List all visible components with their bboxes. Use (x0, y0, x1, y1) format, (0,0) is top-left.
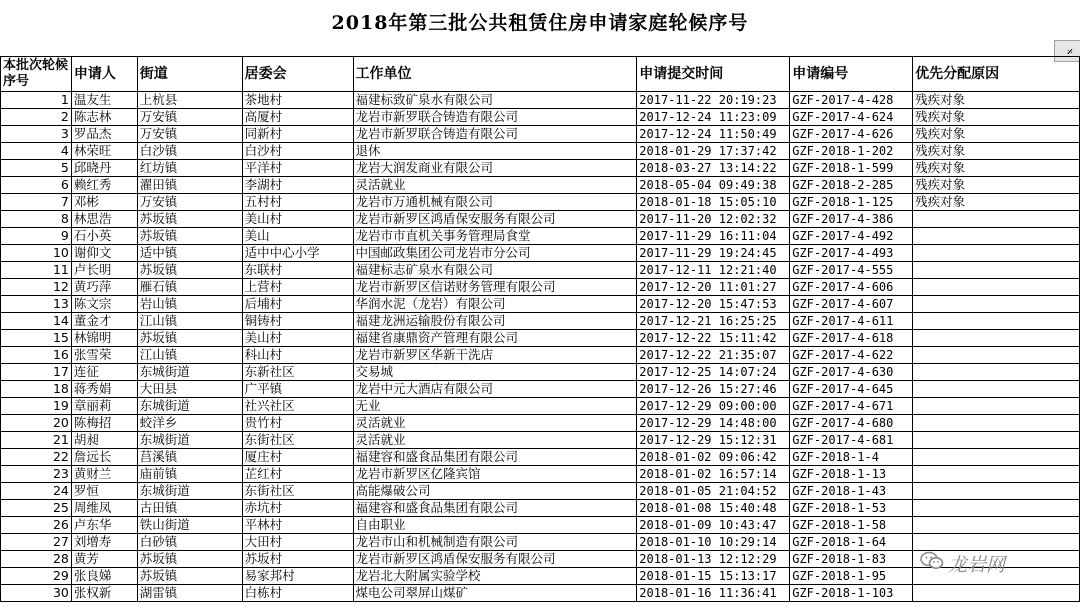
table-row (1, 160, 1080, 177)
cell-committee: 芷红村 (242, 466, 353, 483)
cell-submit-time: 2017-12-20 11:01:27 (637, 279, 790, 296)
cell-applicant: 陈志林 (71, 109, 137, 126)
cell-application-id: GZF-2017-4-630 (790, 364, 913, 381)
cell-queue-number: 24 (1, 483, 72, 500)
page-title: 2018年第三批公共租赁住房申请家庭轮候序号 (331, 12, 749, 34)
cell-submit-time: 2017-12-21 16:25:25 (637, 313, 790, 330)
cell-applicant: 邱晓丹 (71, 160, 137, 177)
cell-application-id: GZF-2017-4-555 (790, 262, 913, 279)
cell-queue-number: 15 (1, 330, 72, 347)
watermark-text: 龙岩网 (948, 553, 1006, 576)
cell-submit-time: 2018-01-02 16:57:14 (637, 466, 790, 483)
cell-committee: 五村村 (242, 194, 353, 211)
cell-priority-reason: 残疾对象 (913, 177, 1080, 194)
cell-employer: 福建省康鼎资产管理有限公司 (353, 330, 637, 347)
cell-employer: 灵活就业 (353, 177, 637, 194)
cell-application-id: GZF-2018-1-83 (790, 551, 913, 568)
cell-priority-reason (913, 381, 1080, 398)
cell-employer: 中国邮政集团公司龙岩市分公司 (353, 245, 637, 262)
cell-application-id: GZF-2017-4-680 (790, 415, 913, 432)
cell-committee: 高厦村 (242, 109, 353, 126)
table-row (1, 381, 1080, 398)
table-row (1, 449, 1080, 466)
side-scroll-button[interactable]: 𝄎 (1054, 40, 1080, 62)
cell-submit-time: 2017-11-20 12:02:32 (637, 211, 790, 228)
table-row (1, 177, 1080, 194)
cell-application-id: GZF-2018-1-53 (790, 500, 913, 517)
table-row (1, 126, 1080, 143)
cell-priority-reason (913, 262, 1080, 279)
cell-queue-number: 6 (1, 177, 72, 194)
cell-applicant: 罗品杰 (71, 126, 137, 143)
cell-employer: 灵活就业 (353, 432, 637, 449)
cell-application-id: GZF-2017-4-645 (790, 381, 913, 398)
cell-queue-number: 12 (1, 279, 72, 296)
table-row (1, 466, 1080, 483)
cell-application-id: GZF-2018-2-285 (790, 177, 913, 194)
cell-employer: 高能爆破公司 (353, 483, 637, 500)
cell-queue-number: 21 (1, 432, 72, 449)
cell-application-id: GZF-2017-4-626 (790, 126, 913, 143)
cell-applicant: 卢东华 (71, 517, 137, 534)
cell-committee: 赤坑村 (242, 500, 353, 517)
cell-submit-time: 2017-12-29 09:00:00 (637, 398, 790, 415)
cell-submit-time: 2017-12-20 15:47:53 (637, 296, 790, 313)
cell-application-id: GZF-2018-1-58 (790, 517, 913, 534)
cell-committee: 茶地村 (242, 92, 353, 109)
cell-applicant: 赖红秀 (71, 177, 137, 194)
table-row (1, 432, 1080, 449)
cell-queue-number: 26 (1, 517, 72, 534)
cell-queue-number: 29 (1, 568, 72, 585)
cell-queue-number: 8 (1, 211, 72, 228)
table-row (1, 92, 1080, 109)
table-row (1, 568, 1080, 585)
cell-applicant: 林锦明 (71, 330, 137, 347)
cell-application-id: GZF-2017-4-428 (790, 92, 913, 109)
cell-street: 苏坂镇 (137, 211, 242, 228)
cell-application-id: GZF-2018-1-43 (790, 483, 913, 500)
cell-street: 濯田镇 (137, 177, 242, 194)
cell-applicant: 陈文宗 (71, 296, 137, 313)
cell-employer: 龙岩北大附属实验学校 (353, 568, 637, 585)
cell-queue-number: 13 (1, 296, 72, 313)
cell-street: 万安镇 (137, 194, 242, 211)
cell-committee: 苏坂村 (242, 551, 353, 568)
cell-submit-time: 2018-01-15 15:13:17 (637, 568, 790, 585)
cell-employer: 龙岩市市直机关事务管理局食堂 (353, 228, 637, 245)
cell-employer: 福建标致矿泉水有限公司 (353, 92, 637, 109)
cell-application-id: GZF-2017-4-618 (790, 330, 913, 347)
cell-committee: 广平镇 (242, 381, 353, 398)
cell-employer: 灵活就业 (353, 415, 637, 432)
cell-employer: 福建标志矿泉水有限公司 (353, 262, 637, 279)
cell-street: 万安镇 (137, 126, 242, 143)
cell-application-id: GZF-2018-1-95 (790, 568, 913, 585)
cell-queue-number: 14 (1, 313, 72, 330)
cell-application-id: GZF-2018-1-64 (790, 534, 913, 551)
cell-street: 白砂镇 (137, 534, 242, 551)
cell-committee: 厦庄村 (242, 449, 353, 466)
table-row (1, 330, 1080, 347)
cell-committee: 东联村 (242, 262, 353, 279)
cell-committee: 平洋村 (242, 160, 353, 177)
cell-street: 岩山镇 (137, 296, 242, 313)
table-row (1, 483, 1080, 500)
cell-queue-number: 30 (1, 585, 72, 602)
cell-committee: 白栋村 (242, 585, 353, 602)
cell-submit-time: 2017-12-29 15:12:31 (637, 432, 790, 449)
cell-employer: 自由职业 (353, 517, 637, 534)
cell-street: 雁石镇 (137, 279, 242, 296)
table-row (1, 279, 1080, 296)
cell-submit-time: 2017-12-24 11:23:09 (637, 109, 790, 126)
cell-queue-number: 28 (1, 551, 72, 568)
cell-committee: 东新社区 (242, 364, 353, 381)
cell-application-id: GZF-2018-1-125 (790, 194, 913, 211)
cell-street: 古田镇 (137, 500, 242, 517)
cell-priority-reason (913, 585, 1080, 602)
cell-application-id: GZF-2017-4-624 (790, 109, 913, 126)
table-body (1, 92, 1080, 602)
cell-employer: 煤电公司翠屏山煤矿 (353, 585, 637, 602)
cell-submit-time: 2018-01-16 11:36:41 (637, 585, 790, 602)
cell-application-id: GZF-2018-1-103 (790, 585, 913, 602)
table-row (1, 109, 1080, 126)
cell-submit-time: 2018-01-05 21:04:52 (637, 483, 790, 500)
cell-street: 苏坂镇 (137, 568, 242, 585)
cell-submit-time: 2017-11-22 20:19:23 (637, 92, 790, 109)
wechat-icon (920, 551, 944, 576)
header-committee: 居委会 (242, 57, 353, 92)
cell-priority-reason (913, 211, 1080, 228)
cell-submit-time: 2018-01-10 10:29:14 (637, 534, 790, 551)
cell-application-id: GZF-2018-1-599 (790, 160, 913, 177)
cell-submit-time: 2018-01-09 10:43:47 (637, 517, 790, 534)
cell-street: 蛟洋乡 (137, 415, 242, 432)
cell-applicant: 陈梅招 (71, 415, 137, 432)
cell-queue-number: 16 (1, 347, 72, 364)
cell-street: 东城街道 (137, 432, 242, 449)
table-row (1, 211, 1080, 228)
header-priority-reason: 优先分配原因 (913, 57, 1080, 92)
header-street: 街道 (137, 57, 242, 92)
cell-queue-number: 20 (1, 415, 72, 432)
cell-queue-number: 18 (1, 381, 72, 398)
cell-submit-time: 2018-05-04 09:49:38 (637, 177, 790, 194)
table-row (1, 415, 1080, 432)
cell-committee: 白沙村 (242, 143, 353, 160)
cell-priority-reason (913, 517, 1080, 534)
cell-committee: 上营村 (242, 279, 353, 296)
cell-priority-reason: 残疾对象 (913, 92, 1080, 109)
cell-queue-number: 4 (1, 143, 72, 160)
cell-street: 苏坂镇 (137, 330, 242, 347)
cell-queue-number: 3 (1, 126, 72, 143)
cell-application-id: GZF-2017-4-492 (790, 228, 913, 245)
table-row (1, 228, 1080, 245)
header-queue-number: 本批次轮候序号 (1, 57, 72, 92)
cell-committee: 易家邦村 (242, 568, 353, 585)
cell-employer: 无业 (353, 398, 637, 415)
cell-applicant: 温友生 (71, 92, 137, 109)
cell-priority-reason (913, 483, 1080, 500)
cell-employer: 龙岩市新罗区信诺财务管理有限公司 (353, 279, 637, 296)
cell-submit-time: 2017-11-29 19:24:45 (637, 245, 790, 262)
table-row (1, 296, 1080, 313)
cell-applicant: 黄芳 (71, 551, 137, 568)
header-submit-time: 申请提交时间 (637, 57, 790, 92)
cell-applicant: 张权新 (71, 585, 137, 602)
cell-priority-reason (913, 500, 1080, 517)
cell-priority-reason: 残疾对象 (913, 160, 1080, 177)
applicant-table (0, 56, 1080, 602)
cell-street: 万安镇 (137, 109, 242, 126)
cell-application-id: GZF-2018-1-202 (790, 143, 913, 160)
cell-street: 红坊镇 (137, 160, 242, 177)
cell-applicant: 黄财兰 (71, 466, 137, 483)
cell-priority-reason (913, 228, 1080, 245)
table-row (1, 398, 1080, 415)
cell-queue-number: 27 (1, 534, 72, 551)
cell-application-id: GZF-2018-1-13 (790, 466, 913, 483)
cell-application-id: GZF-2017-4-606 (790, 279, 913, 296)
cell-submit-time: 2018-01-08 15:40:48 (637, 500, 790, 517)
table-row (1, 551, 1080, 568)
table-row (1, 534, 1080, 551)
cell-priority-reason: 残疾对象 (913, 109, 1080, 126)
cell-employer: 华润水泥（龙岩）有限公司 (353, 296, 637, 313)
cell-queue-number: 1 (1, 92, 72, 109)
cell-applicant: 张雪荣 (71, 347, 137, 364)
cell-street: 莒溪镇 (137, 449, 242, 466)
cell-application-id: GZF-2017-4-611 (790, 313, 913, 330)
header-application-id: 申请编号 (790, 57, 913, 92)
cell-priority-reason (913, 330, 1080, 347)
cell-priority-reason (913, 449, 1080, 466)
cell-street: 湖雷镇 (137, 585, 242, 602)
cell-priority-reason: 残疾对象 (913, 143, 1080, 160)
cell-submit-time: 2018-01-13 12:12:29 (637, 551, 790, 568)
cell-queue-number: 19 (1, 398, 72, 415)
cell-queue-number: 23 (1, 466, 72, 483)
table-row (1, 347, 1080, 364)
cell-submit-time: 2017-12-25 14:07:24 (637, 364, 790, 381)
cell-employer: 龙岩市万通机械有限公司 (353, 194, 637, 211)
cell-submit-time: 2017-12-22 15:11:42 (637, 330, 790, 347)
cell-submit-time: 2017-12-24 11:50:49 (637, 126, 790, 143)
cell-priority-reason: 残疾对象 (913, 194, 1080, 211)
cell-committee: 平林村 (242, 517, 353, 534)
cell-priority-reason (913, 347, 1080, 364)
cell-priority-reason (913, 415, 1080, 432)
table-row (1, 500, 1080, 517)
cell-priority-reason: 残疾对象 (913, 126, 1080, 143)
cell-priority-reason (913, 313, 1080, 330)
cell-priority-reason (913, 466, 1080, 483)
cell-committee: 同新村 (242, 126, 353, 143)
cell-applicant: 石小英 (71, 228, 137, 245)
cell-priority-reason (913, 245, 1080, 262)
cell-employer: 龙岩市新罗区亿隆宾馆 (353, 466, 637, 483)
cell-committee: 贵竹村 (242, 415, 353, 432)
cell-street: 东城街道 (137, 364, 242, 381)
cell-street: 苏坂镇 (137, 262, 242, 279)
cell-street: 苏坂镇 (137, 228, 242, 245)
cell-applicant: 刘增寿 (71, 534, 137, 551)
cell-committee: 科山村 (242, 347, 353, 364)
cell-applicant: 卢长明 (71, 262, 137, 279)
header-applicant: 申请人 (71, 57, 137, 92)
table-row (1, 262, 1080, 279)
cell-committee: 适中中心小学 (242, 245, 353, 262)
table-row (1, 245, 1080, 262)
cell-application-id: GZF-2017-4-671 (790, 398, 913, 415)
cell-applicant: 林荣旺 (71, 143, 137, 160)
cell-submit-time: 2018-03-27 13:14:22 (637, 160, 790, 177)
cell-employer: 龙岩市山和机械制造有限公司 (353, 534, 637, 551)
cell-application-id: GZF-2017-4-607 (790, 296, 913, 313)
cell-committee: 大田村 (242, 534, 353, 551)
cell-committee: 美山 (242, 228, 353, 245)
cell-submit-time: 2017-12-22 21:35:07 (637, 347, 790, 364)
cell-priority-reason (913, 432, 1080, 449)
cell-applicant: 黄巧萍 (71, 279, 137, 296)
cell-queue-number: 25 (1, 500, 72, 517)
cell-applicant: 胡昶 (71, 432, 137, 449)
cell-street: 白沙镇 (137, 143, 242, 160)
cell-queue-number: 2 (1, 109, 72, 126)
cell-submit-time: 2017-12-26 15:27:46 (637, 381, 790, 398)
cell-committee: 美山村 (242, 330, 353, 347)
cell-employer: 龙岩市新罗联合铸造有限公司 (353, 109, 637, 126)
cell-employer: 退休 (353, 143, 637, 160)
cell-application-id: GZF-2018-1-4 (790, 449, 913, 466)
cell-submit-time: 2018-01-02 09:06:42 (637, 449, 790, 466)
cell-applicant: 章丽莉 (71, 398, 137, 415)
cell-applicant: 林思浩 (71, 211, 137, 228)
table-row (1, 517, 1080, 534)
cell-street: 东城街道 (137, 483, 242, 500)
cell-applicant: 邓彬 (71, 194, 137, 211)
header-employer: 工作单位 (353, 57, 637, 92)
cell-employer: 龙岩市新罗区华新干洗店 (353, 347, 637, 364)
cell-applicant: 罗恒 (71, 483, 137, 500)
table-row (1, 143, 1080, 160)
watermark (920, 548, 1070, 578)
cell-priority-reason (913, 398, 1080, 415)
cell-queue-number: 9 (1, 228, 72, 245)
cell-employer: 龙岩市新罗联合铸造有限公司 (353, 126, 637, 143)
cell-priority-reason (913, 364, 1080, 381)
cell-street: 江山镇 (137, 313, 242, 330)
cell-committee: 东街社区 (242, 483, 353, 500)
cell-committee: 后埔村 (242, 296, 353, 313)
table-row (1, 313, 1080, 330)
cell-queue-number: 10 (1, 245, 72, 262)
cell-employer: 龙岩市新罗区鸿盾保安服务有限公司 (353, 551, 637, 568)
cell-applicant: 詹远长 (71, 449, 137, 466)
cell-application-id: GZF-2017-4-681 (790, 432, 913, 449)
cell-applicant: 董金才 (71, 313, 137, 330)
cell-street: 大田县 (137, 381, 242, 398)
cell-employer: 福建龙洲运输股份有限公司 (353, 313, 637, 330)
cell-street: 江山镇 (137, 347, 242, 364)
cell-submit-time: 2017-12-11 12:21:40 (637, 262, 790, 279)
cell-submit-time: 2018-01-18 15:05:10 (637, 194, 790, 211)
cell-committee: 社兴社区 (242, 398, 353, 415)
cell-applicant: 周维凤 (71, 500, 137, 517)
table-row (1, 194, 1080, 211)
cell-queue-number: 22 (1, 449, 72, 466)
cell-submit-time: 2017-11-29 16:11:04 (637, 228, 790, 245)
cell-applicant: 张良娣 (71, 568, 137, 585)
cell-street: 铁山街道 (137, 517, 242, 534)
cell-street: 适中镇 (137, 245, 242, 262)
cell-committee: 铜铸村 (242, 313, 353, 330)
cell-applicant: 连征 (71, 364, 137, 381)
cell-committee: 李湖村 (242, 177, 353, 194)
cell-committee: 东街社区 (242, 432, 353, 449)
table-header-row (1, 57, 1080, 92)
cell-employer: 龙岩中元大酒店有限公司 (353, 381, 637, 398)
cell-queue-number: 17 (1, 364, 72, 381)
cell-employer: 交易城 (353, 364, 637, 381)
cell-employer: 福建容和盛食品集团有限公司 (353, 449, 637, 466)
cell-employer: 福建容和盛食品集团有限公司 (353, 500, 637, 517)
cell-queue-number: 5 (1, 160, 72, 177)
cell-queue-number: 11 (1, 262, 72, 279)
cell-employer: 龙岩大润发商业有限公司 (353, 160, 637, 177)
cell-application-id: GZF-2017-4-493 (790, 245, 913, 262)
cell-street: 苏坂镇 (137, 551, 242, 568)
cell-applicant: 蒋秀娟 (71, 381, 137, 398)
cell-committee: 美山村 (242, 211, 353, 228)
cell-employer: 龙岩市新罗区鸿盾保安服务有限公司 (353, 211, 637, 228)
cell-street: 东城街道 (137, 398, 242, 415)
cell-priority-reason (913, 279, 1080, 296)
cell-applicant: 谢仰文 (71, 245, 137, 262)
cell-submit-time: 2018-01-29 17:37:42 (637, 143, 790, 160)
table-row (1, 585, 1080, 602)
cell-queue-number: 7 (1, 194, 72, 211)
cell-priority-reason (913, 296, 1080, 313)
cell-street: 庙前镇 (137, 466, 242, 483)
cell-street: 上杭县 (137, 92, 242, 109)
cell-application-id: GZF-2017-4-386 (790, 211, 913, 228)
table-row (1, 364, 1080, 381)
cell-submit-time: 2017-12-29 14:48:00 (637, 415, 790, 432)
cell-application-id: GZF-2017-4-622 (790, 347, 913, 364)
